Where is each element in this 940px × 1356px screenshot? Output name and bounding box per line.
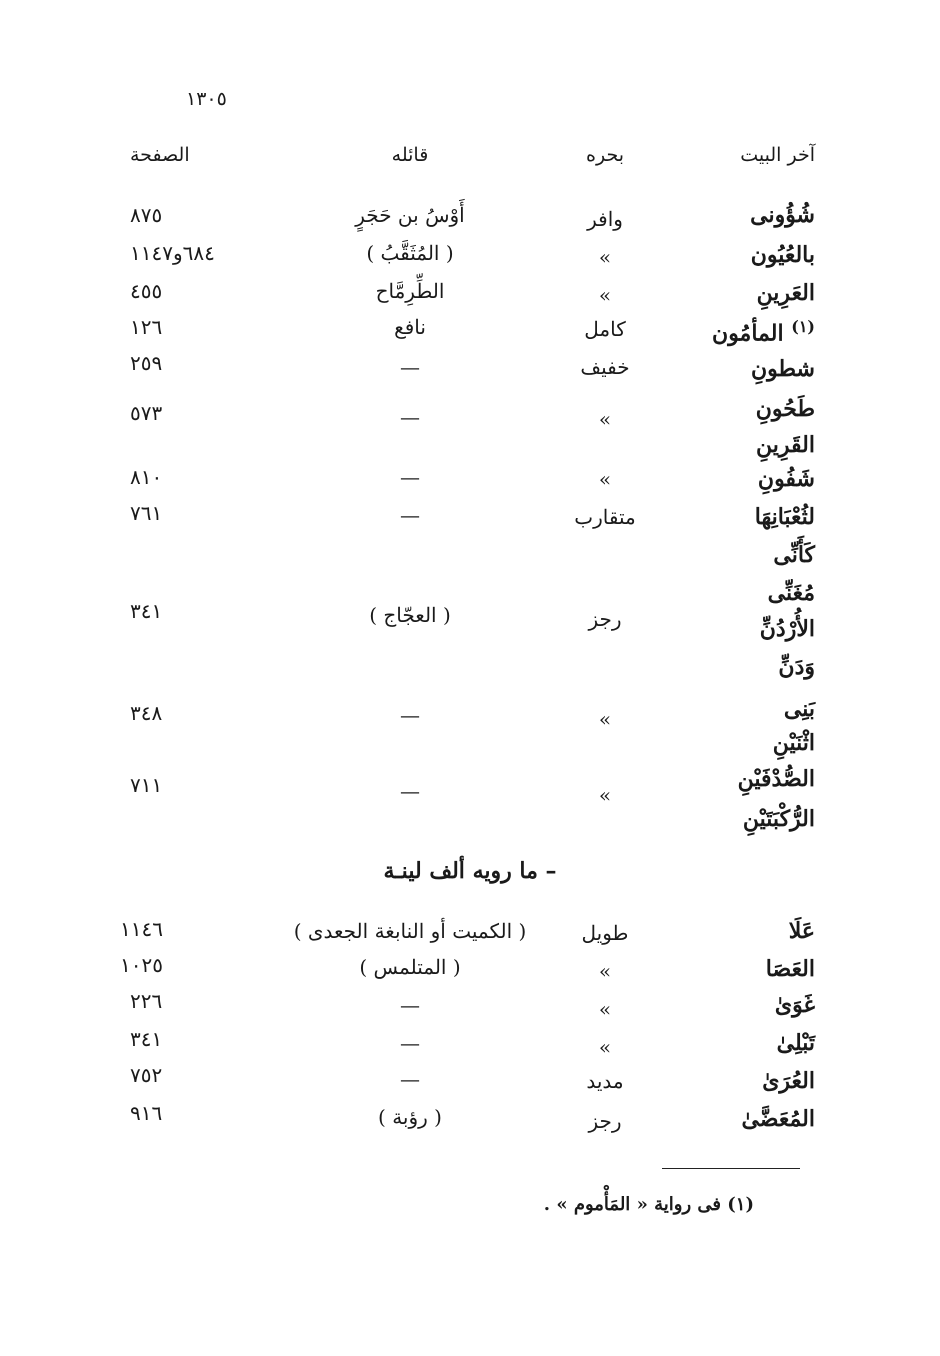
header-meter: بحره — [586, 144, 624, 166]
table-row-meter: » — [598, 1035, 612, 1059]
footnote-mark: (١) — [791, 317, 815, 336]
table-row-word: شَفُونِ — [757, 466, 815, 492]
table-row-meter: طويل — [581, 921, 629, 945]
table-row-word: وَدَنِّ — [778, 654, 815, 680]
table-row-page: ١٢٦ — [130, 315, 163, 339]
table-row-page: ٢٢٦ — [130, 989, 163, 1013]
table-row-meter: كامل — [584, 317, 626, 341]
table-row-poet: — — [400, 355, 420, 379]
header-word: آخر البيت — [740, 144, 815, 166]
table-row-page: ٨١٠ — [130, 465, 163, 489]
table-row-word: مُغَنِّى — [767, 580, 815, 606]
table-row-poet: — — [400, 1067, 420, 1091]
table-row-page: ٧٥٢ — [130, 1063, 163, 1087]
table-row-word: تَبْلِىٰ — [776, 1030, 815, 1056]
table-row-word: اثْنَيْنِ — [772, 730, 815, 756]
table-row-word: شُؤُونى — [750, 202, 815, 228]
table-row-page: ٦٨٤و١١٤٧ — [130, 241, 215, 265]
table-row-poet: ( المُثَقَّبُ ) — [366, 241, 454, 265]
table-row-page: ٧٦١ — [130, 501, 163, 525]
table-row-page: ٨٧٥ — [130, 203, 163, 227]
table-row-meter: » — [598, 997, 612, 1021]
table-row-word: العَرِينِ — [756, 280, 815, 306]
table-row-word: لثُعْبَانِهَا — [754, 504, 815, 530]
table-row-meter: وافر — [587, 207, 623, 231]
table-row-word: العَصَا — [765, 956, 815, 982]
table-row-word: بَنِى — [783, 696, 815, 722]
table-row-word: الرُّكْبَتَيْنِ — [742, 806, 815, 832]
table-row-word: طَحُونِ — [755, 396, 815, 422]
table-row-poet: ( رؤبة ) — [378, 1105, 442, 1129]
footnote: (١) فى رواية « المَأْموم » . — [543, 1194, 754, 1215]
table-row-page: ٣٤٨ — [130, 701, 163, 725]
table-row-word — [712, 314, 815, 346]
table-row-word-text: المأمُون — [712, 320, 784, 347]
table-row-poet: — — [400, 405, 420, 429]
table-row-meter: » — [598, 283, 612, 307]
table-row-meter: » — [598, 467, 612, 491]
table-row-page: ٣٤١ — [130, 599, 163, 623]
table-row-word: المُعَضَّىٰ — [741, 1106, 815, 1132]
table-row-word: الصُّدْفَيْنِ — [737, 766, 815, 792]
table-row-meter: » — [598, 707, 612, 731]
table-row-page: ٣٤١ — [130, 1027, 163, 1051]
header-poet: قائله — [391, 144, 429, 166]
footnote-divider — [662, 1168, 800, 1169]
header-page: الصفحة — [130, 144, 190, 166]
table-row-meter: رجز — [588, 607, 622, 631]
table-row-word: شطونِ — [750, 356, 815, 382]
table-row-poet: نافع — [394, 315, 426, 339]
table-row-page: ١٠٢٥ — [120, 953, 163, 977]
table-row-page: ١١٤٦ — [120, 917, 163, 941]
table-row-word: غَوَىٰ — [774, 992, 815, 1018]
table-row-poet: — — [400, 1031, 420, 1055]
section-title: – ما رويه ألف لينـة — [383, 858, 557, 884]
table-row-page: ٥٧٣ — [130, 401, 163, 425]
table-row-page: ٢٥٩ — [130, 351, 163, 375]
table-row-poet: — — [400, 993, 420, 1017]
table-row-word: بالعُيُون — [750, 242, 815, 268]
table-row-poet: — — [400, 465, 420, 489]
table-row-meter: » — [598, 407, 612, 431]
table-row-meter: متقارب — [574, 505, 636, 529]
table-row-poet: ( العجّاج ) — [369, 603, 451, 627]
table-row-page: ٧١١ — [130, 773, 163, 797]
table-row-meter: خفيف — [580, 355, 630, 379]
table-row-word: القَرِينِ — [756, 432, 815, 458]
table-row-poet: ( المتلمس ) — [359, 955, 461, 979]
table-row-meter: » — [598, 959, 612, 983]
table-row-word: كَأَنِّى — [773, 542, 815, 568]
table-row-meter: رجز — [588, 1109, 622, 1133]
table-row-meter: » — [598, 783, 612, 807]
table-row-meter: مديد — [586, 1069, 624, 1093]
table-row-poet: — — [400, 703, 420, 727]
table-row-poet: — — [400, 779, 420, 803]
page-number: ١٣٠٥ — [186, 88, 227, 110]
table-row-meter: » — [598, 245, 612, 269]
table-row-poet: الطِّرِمَّاح — [375, 279, 445, 303]
table-row-word: الأُرْدُنِّ — [759, 616, 815, 642]
table-row-poet: أَوْسُ بن حَجَرٍ — [355, 203, 465, 227]
table-row-page: ٩١٦ — [130, 1101, 163, 1125]
table-row-page: ٤٥٥ — [130, 279, 163, 303]
table-row-poet: ( الكميت أو النابغة الجعدى ) — [293, 919, 527, 943]
table-row-word: العُرَىٰ — [762, 1068, 815, 1094]
table-row-poet: — — [400, 503, 420, 527]
table-row-word: عَلَا — [788, 918, 815, 944]
